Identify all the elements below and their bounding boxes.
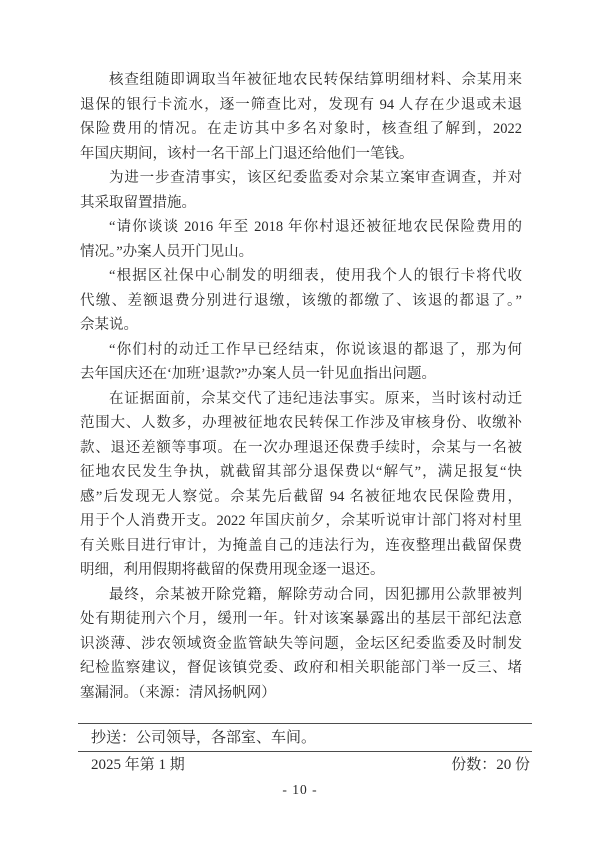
text-line: 识淡薄、涉农领域资金监管缺失等问题，金坛区纪委监委及时制发 [80,635,522,652]
text-line: 去年国庆还在‘加班’退款?”办案人员一针见血指出问题。 [80,366,437,382]
page-number: - 10 - [282,782,318,797]
text-line: 范围大、人数多，办理被征地农民转保工作涉及审核身份、收缴补 [80,415,522,431]
text-line: 佘某说。 [80,317,138,333]
text-line: 其采取留置措施。 [80,194,196,211]
text-line: 为进一步查清事实，该区纪委监委对佘某立案审查调查，并对 [109,170,522,186]
text-line: 情况。”办案人员开门见山。 [80,243,254,260]
copies-count: 份数：20 份 [451,757,530,773]
text-line: 处有期徒刑六个月，缓刑一年。针对该案暴露出的基层干部纪法意 [80,611,522,627]
text-line: “请你谈谈 2016 年至 2018 年你村退还被征地农民保险费用的 [109,219,522,235]
text-line: 年国庆期间，该村一名干部上门退还给他们一笔钱。 [80,145,414,162]
text-line: “你们村的动迁工作早已经结束，你说该退的都退了，那为何 [109,341,522,358]
text-line: 代缴、差额退费分别进行退缴，该缴的都缴了、该退的都退了。” [80,292,522,309]
text-line: 征地农民发生争执，就截留其部分退保费以“解气”，满足报复“快 [80,464,522,480]
cc-line: 抄送：公司领导，各部室、车间。 [91,730,317,746]
document-body [80,68,522,705]
text-line: 明细，利用假期将截留的保费用现金逐一退还。 [80,562,385,578]
text-line: 最终，佘某被开除党籍，解除劳动合同，因犯挪用公款罪被判 [109,586,522,603]
text-line: 保险费用的情况。在走访其中多名对象时，核查组了解到，2022 [80,121,522,137]
text-line: 退保的银行卡流水，逐一筛查比对，发现有 94 人存在少退或未退 [80,96,522,113]
text-line: 核查组随即调取当年被征地农民转保结算明细材料、佘某用来 [109,72,522,88]
divider [78,723,532,724]
divider [78,751,532,752]
text-line: 感”后发现无人察觉。佘某先后截留 94 名被征地农民保险费用， [80,488,522,505]
text-line: 在证据面前，佘某交代了违纪违法事实。原来，当时该村动迁 [109,390,522,407]
text-line: 塞漏洞。（来源：清风扬帆网） [80,684,276,701]
issue-number: 2025 年第 1 期 [91,757,185,773]
text-line: 纪检监察建议，督促该镇党委、政府和相关职能部门举一反三、堵 [80,660,522,676]
text-line: 款、退还差额等事项。在一次办理退还保费手续时，佘某与一名被 [80,439,522,456]
text-line: “根据区社保中心制发的明细表，使用我个人的银行卡将代收 [109,268,522,284]
text-line: 用于个人消费开支。2022 年国庆前夕，佘某听说审计部门将对村里 [80,513,522,529]
text-line: 有关账目进行审计，为掩盖自己的违法行为，连夜整理出截留保费 [80,537,522,554]
issue-row [78,753,532,777]
